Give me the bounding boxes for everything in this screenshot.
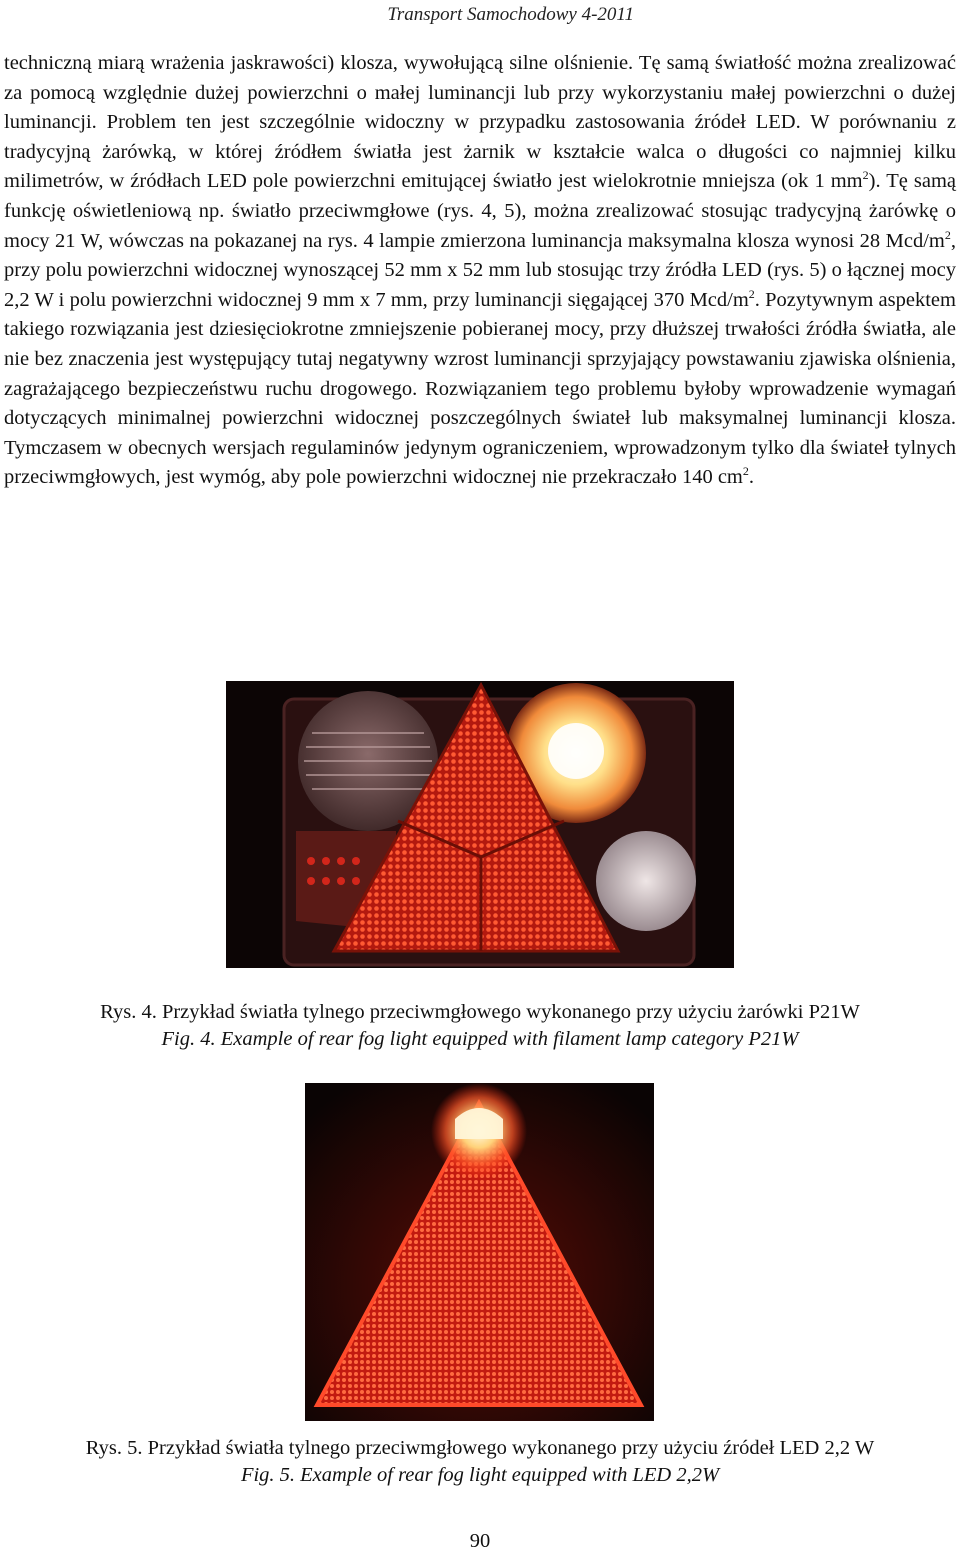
figure-5-caption-en: Fig. 5. Example of rear fog light equipped with LED 2,2W bbox=[240, 1464, 720, 1486]
body-text-segment: . Pozytywnym aspektem takiego rozwiązania jest dziesięciokrotne zmniejszenie pobieranej mocy, przy dłuższej trwałości źródła światła, ale nie bez znaczenia jest występujący tutaj negatywny wzrost luminancji sprzyjający powstawaniu zjawiska olśnienia, zagrażającego bezpieczeństwu ruchu drogowego. Rozwiązaniem tego problemu byłoby wprowadzenie wymagań dotyczących minimalnej powierzchni widocznej poszczególnych świateł lub maksymalnej luminancji klosza. Tymczasem w obecnych wersjach regulaminów jedynym ograniczeniem, wprowadzonym tylko dla świateł tylnych przeciwmgłowych, jest wymóg, aby pole powierzchni widocznej nie przekraczało 140 cm bbox=[4, 288, 956, 489]
superscript: 2 bbox=[748, 286, 755, 301]
figure-5-caption-pl: Rys. 5. Przykład światła tylnego przeciwmgłowego wykonanego przy użyciu źródeł LED 2,2 W bbox=[85, 1437, 875, 1459]
body-text-segment: techniczną miarą wrażenia jaskrawości) klosza, wywołującą silne olśnienie. Tę samą światłość można zrealizować za pomocą względnie dużej powierzchni o małej luminancji lub przy wykorzystaniu małej powierzchni o dużej luminancji. Problem ten jest szczególnie widoczny w przypadku zastosowania źródeł LED. W porównaniu z tradycyjną żarówką, w której źródłem światła jest żarnik w kształcie walca o długości co najmniej kilku milimetrów, w źródłach LED pole powierzchni emitującej światło jest wielokrotnie mniejsza (ok 1 mm bbox=[4, 52, 956, 193]
body-text-segment: . bbox=[748, 466, 754, 489]
reverse-lens bbox=[596, 831, 696, 931]
page-number: 90 bbox=[469, 1530, 491, 1552]
body-text-segment: , przy polu powierzchni widocznej wynoszącej 52 mm x 52 mm lub stosując trzy źródła LED (rys. 5) o łącznej mocy 2,2 W i polu powierzchni widocznej 9 mm x 7 mm, przy luminancji sięgającej 370 Mcd/m bbox=[4, 229, 956, 311]
superscript: 2 bbox=[742, 464, 749, 479]
superscript: 2 bbox=[944, 227, 951, 242]
body-text-segment: ). Tę samą funkcję oświetleniową np. światło przeciwmgłowe (rys. 4, 5), można zrealizować stosując tradycyjną żarówkę o mocy 21 W, wówczas na pokazanej na rys. 4 lampie zmierzona luminancja maksymalna klosza wynosi 28 Mcd/m bbox=[4, 170, 957, 252]
figure-4-caption-en: Fig. 4. Example of rear fog light equipped with filament lamp category P21W bbox=[161, 1028, 799, 1050]
superscript: 2 bbox=[862, 168, 869, 183]
running-header: Transport Samochodowy 4-2011 bbox=[387, 4, 634, 25]
body-paragraph bbox=[4, 49, 956, 493]
figure-5-photo bbox=[305, 1083, 654, 1421]
figure-4-caption-pl: Rys. 4. Przykład światła tylnego przeciwmgłowego wykonanego przy użyciu żarówki P21W bbox=[100, 1001, 860, 1023]
figure-4-photo bbox=[226, 681, 734, 968]
